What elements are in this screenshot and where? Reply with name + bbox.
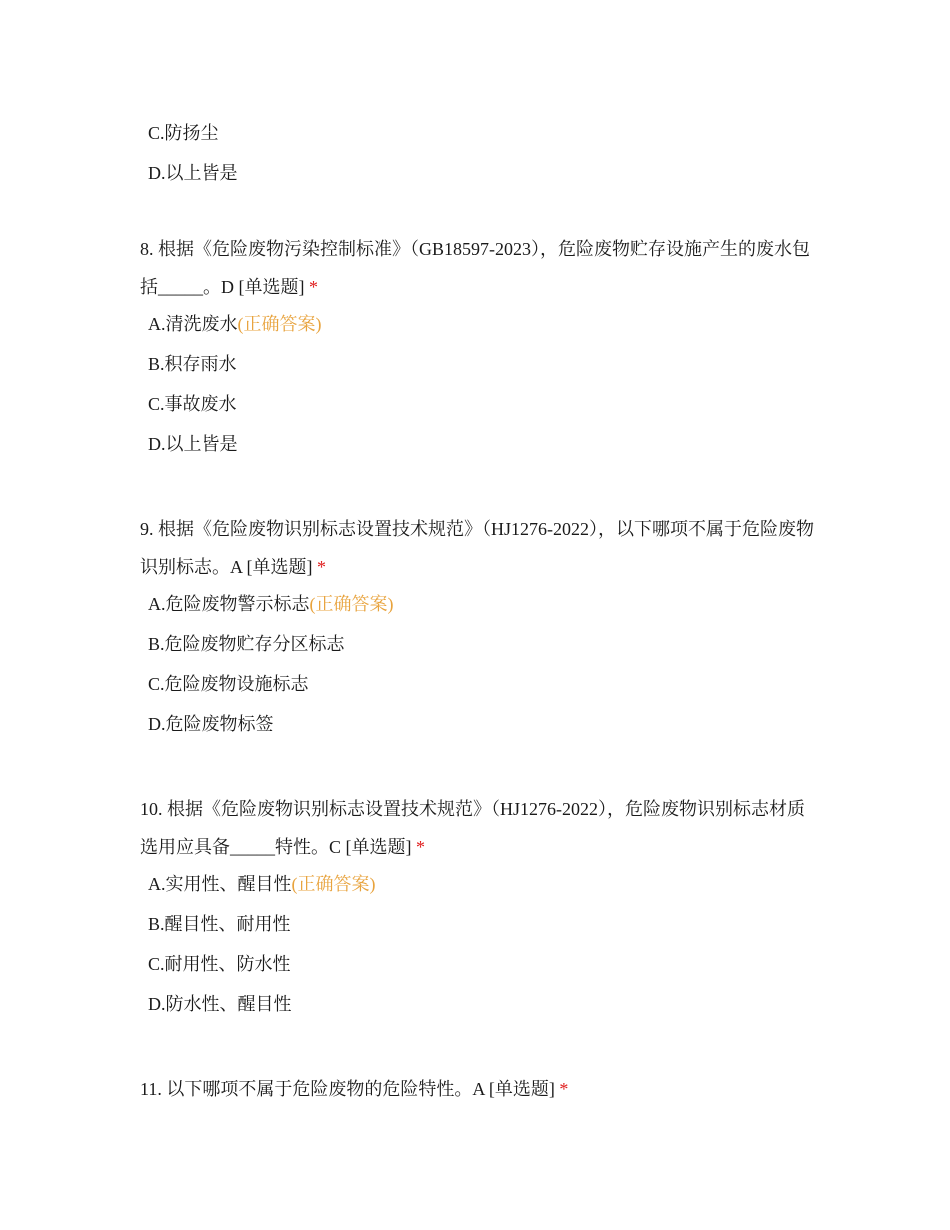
option-text: B.醒目性、耐用性	[148, 914, 291, 934]
option-text: D.以上皆是	[148, 163, 238, 183]
required-mark: *	[309, 277, 318, 297]
question-7-options-tail	[148, 121, 238, 201]
option-text: A.实用性、醒目性	[148, 874, 292, 894]
correct-answer-label: (正确答案)	[237, 314, 322, 334]
question-10	[140, 790, 820, 1032]
question-9-options	[148, 592, 820, 736]
question-11	[140, 1070, 820, 1108]
required-mark: *	[559, 1079, 569, 1099]
option-8-b[interactable]	[148, 352, 820, 376]
question-8-title	[140, 230, 820, 306]
question-11-title	[140, 1070, 820, 1108]
correct-answer-label: (正确答案)	[291, 874, 376, 894]
question-text: 8. 根据《危险废物污染控制标准》（GB18597-2023），危险废物贮存设施产生的废水包括_____。D [单选题]	[140, 239, 810, 297]
option-9-a[interactable]	[148, 592, 820, 616]
required-mark: *	[416, 837, 425, 857]
option-text: C.危险废物设施标志	[148, 674, 309, 694]
question-8-options	[148, 312, 820, 456]
option-text: A.清洗废水	[148, 314, 238, 334]
option-9-c[interactable]	[148, 672, 820, 696]
option-text: C.耐用性、防水性	[148, 954, 291, 974]
question-8	[140, 230, 820, 472]
option-7-d[interactable]	[148, 161, 238, 185]
question-9-title	[140, 510, 820, 586]
option-8-a[interactable]	[148, 312, 820, 336]
required-mark: *	[317, 557, 326, 577]
option-10-d[interactable]	[148, 992, 820, 1016]
correct-answer-label: (正确答案)	[309, 594, 394, 614]
option-7-c[interactable]	[148, 121, 238, 145]
question-10-options	[148, 872, 820, 1016]
question-text: 9. 根据《危险废物识别标志设置技术规范》（HJ1276-2022），以下哪项不属于危险废物识别标志。A [单选题]	[140, 519, 814, 577]
option-text: D.防水性、醒目性	[148, 994, 292, 1014]
option-10-b[interactable]	[148, 912, 820, 936]
option-8-c[interactable]	[148, 392, 820, 416]
option-text: A.危险废物警示标志	[148, 594, 310, 614]
option-text: B.积存雨水	[148, 354, 237, 374]
question-text: 11. 以下哪项不属于危险废物的危险特性。A [单选题]	[140, 1079, 555, 1099]
question-9	[140, 510, 820, 752]
option-9-d[interactable]	[148, 712, 820, 736]
option-10-c[interactable]	[148, 952, 820, 976]
option-text: D.以上皆是	[148, 434, 238, 454]
option-10-a[interactable]	[148, 872, 820, 896]
option-text: B.危险废物贮存分区标志	[148, 634, 345, 654]
option-text: C.防扬尘	[148, 123, 219, 143]
question-text: 10. 根据《危险废物识别标志设置技术规范》（HJ1276-2022），危险废物识别标志材质选用应具备_____特性。C [单选题]	[140, 799, 805, 857]
option-text: C.事故废水	[148, 394, 237, 414]
question-10-title	[140, 790, 820, 866]
option-text: D.危险废物标签	[148, 714, 274, 734]
option-8-d[interactable]	[148, 432, 820, 456]
option-9-b[interactable]	[148, 632, 820, 656]
